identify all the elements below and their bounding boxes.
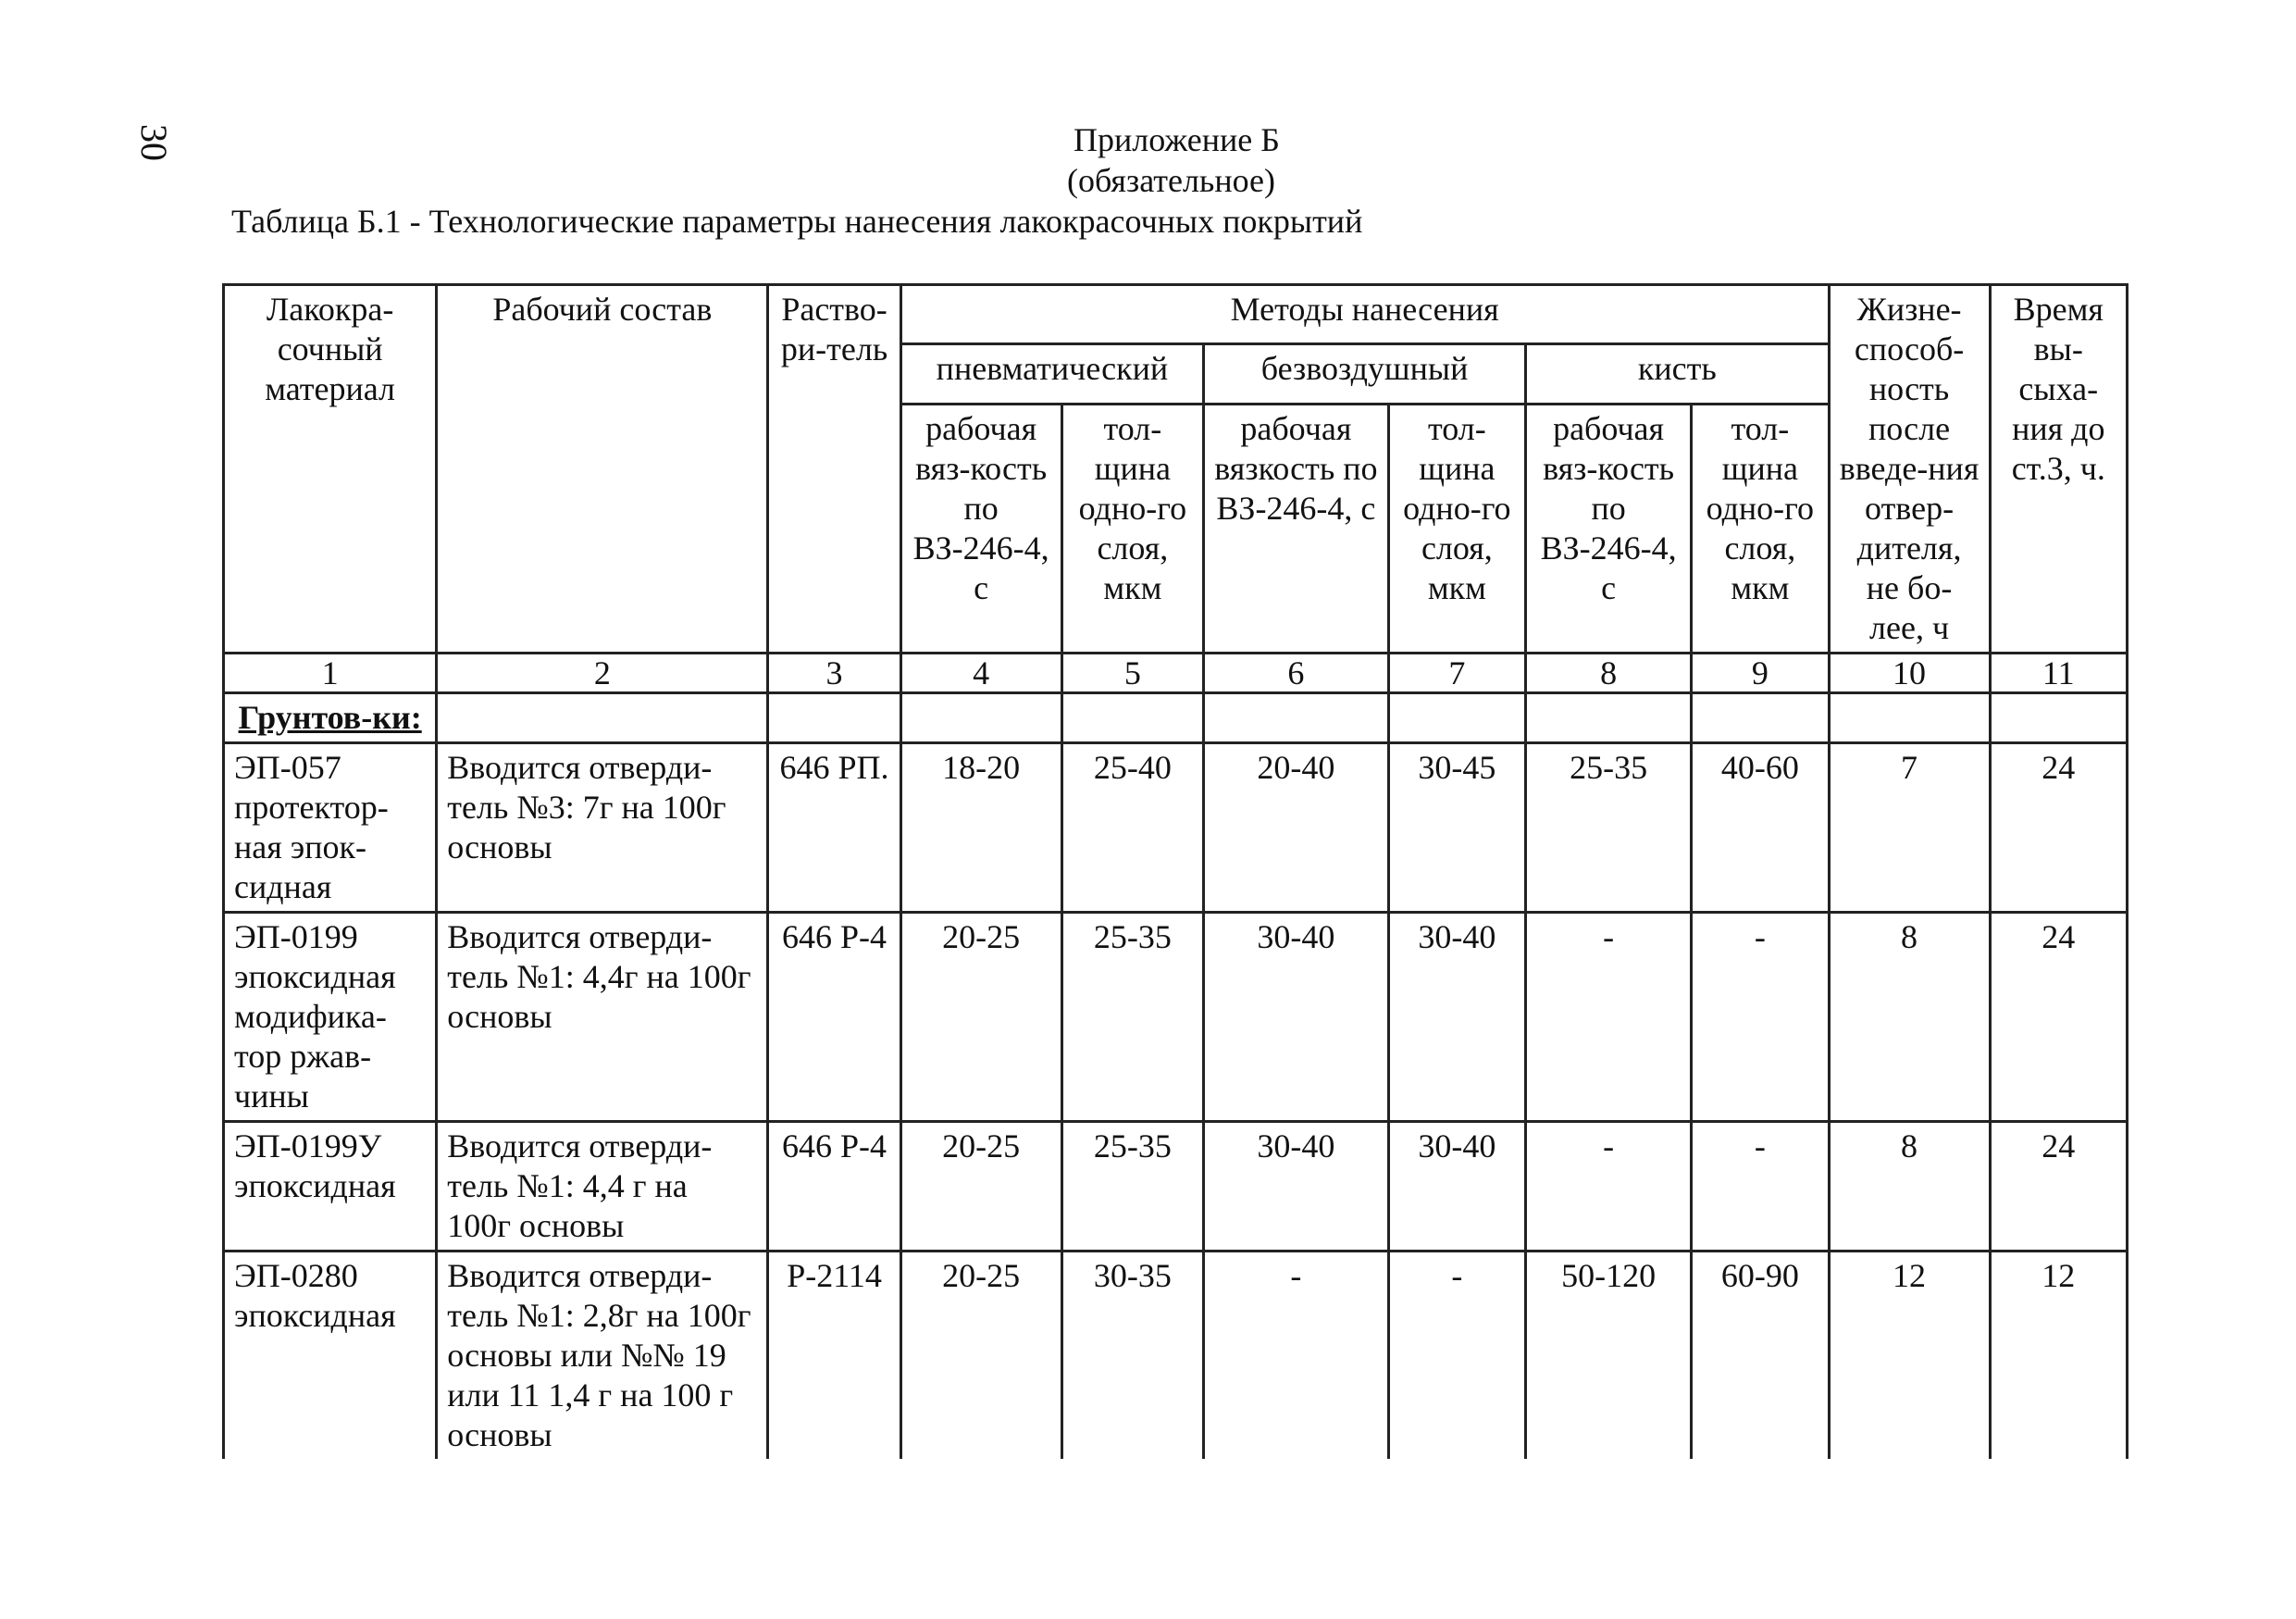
- header-brush: кисть: [1526, 344, 1830, 404]
- cell-drying-time: 24: [1990, 1122, 2127, 1252]
- header-row-1: [224, 285, 2128, 344]
- column-number: 11: [1990, 654, 2127, 693]
- cell-composition: Вводится отверди-тель №3: 7г на 100г основы: [437, 743, 768, 913]
- coating-parameters-table: [222, 283, 2128, 1459]
- section-title: Грунтов-ки:: [224, 693, 437, 743]
- empty-cell: [1526, 693, 1692, 743]
- cell-airless-viscosity: 30-40: [1204, 1122, 1389, 1252]
- table-row: [224, 743, 2128, 913]
- cell-airless-thickness: -: [1388, 1252, 1525, 1460]
- header-airless-thickness: тол-щина одно-го слоя, мкм: [1388, 404, 1525, 653]
- cell-brush-viscosity: 25-35: [1526, 743, 1692, 913]
- cell-brush-viscosity: 50-120: [1526, 1252, 1692, 1460]
- header-pneumatic-thickness: тол-щина одно-го слоя, мкм: [1061, 404, 1204, 653]
- empty-cell: [1990, 693, 2127, 743]
- column-number: 6: [1204, 654, 1389, 693]
- cell-airless-viscosity: 30-40: [1204, 913, 1389, 1122]
- table-body: [224, 693, 2128, 1460]
- header-pneumatic-viscosity: рабочая вяз-кость по ВЗ-246-4, с: [900, 404, 1061, 653]
- cell-pneumatic-thickness: 30-35: [1061, 1252, 1204, 1460]
- column-number: 5: [1061, 654, 1204, 693]
- cell-airless-thickness: 30-40: [1388, 1122, 1525, 1252]
- column-number: 7: [1388, 654, 1525, 693]
- table-caption: Таблица Б.1 - Технологические параметры нанесения лакокрасочных покрытий: [231, 203, 1363, 240]
- cell-brush-thickness: -: [1692, 913, 1829, 1122]
- header-drying-time: Время вы-сыха-ния до ст.3, ч.: [1990, 285, 2127, 654]
- cell-brush-thickness: 60-90: [1692, 1252, 1829, 1460]
- cell-pneumatic-thickness: 25-35: [1061, 1122, 1204, 1252]
- cell-solvent: 646 Р-4: [768, 913, 900, 1122]
- empty-cell: [437, 693, 768, 743]
- cell-material: ЭП-0280 эпоксидная: [224, 1252, 437, 1460]
- table-row: [224, 1252, 2128, 1460]
- empty-cell: [900, 693, 1061, 743]
- empty-cell: [768, 693, 900, 743]
- column-number: 4: [900, 654, 1061, 693]
- column-number: 1: [224, 654, 437, 693]
- cell-composition: Вводится отверди-тель №1: 4,4 г на 100г основы: [437, 1122, 768, 1252]
- column-number: 3: [768, 654, 900, 693]
- empty-cell: [1204, 693, 1389, 743]
- cell-composition: Вводится отверди-тель №1: 2,8г на 100г основы или №№ 19 или 11 1,4 г на 100 г основы: [437, 1252, 768, 1460]
- appendix-type: (обязательное): [1067, 162, 1275, 199]
- header-airless: безвоздушный: [1204, 344, 1526, 404]
- appendix-title: Приложение Б: [1074, 121, 1280, 158]
- column-numbers-row: [224, 654, 2128, 693]
- cell-brush-thickness: -: [1692, 1122, 1829, 1252]
- empty-cell: [1829, 693, 1990, 743]
- cell-composition: Вводится отверди-тель №1: 4,4г на 100г основы: [437, 913, 768, 1122]
- column-number: 8: [1526, 654, 1692, 693]
- header-material: Лакокра-сочный материал: [224, 285, 437, 654]
- header-airless-viscosity: рабочая вязкость по ВЗ-246-4, с: [1204, 404, 1389, 653]
- header-brush-thickness: тол-щина одно-го слоя, мкм: [1692, 404, 1829, 653]
- header-brush-viscosity: рабочая вяз-кость по ВЗ-246-4, с: [1526, 404, 1692, 653]
- cell-material: ЭП-0199У эпоксидная: [224, 1122, 437, 1252]
- cell-pot-life: 7: [1829, 743, 1990, 913]
- cell-pneumatic-viscosity: 18-20: [900, 743, 1061, 913]
- cell-solvent: 646 Р-4: [768, 1122, 900, 1252]
- cell-drying-time: 24: [1990, 743, 2127, 913]
- cell-solvent: 646 РП.: [768, 743, 900, 913]
- cell-pneumatic-viscosity: 20-25: [900, 1252, 1061, 1460]
- empty-cell: [1692, 693, 1829, 743]
- header-composition: Рабочий состав: [437, 285, 768, 654]
- cell-drying-time: 24: [1990, 913, 2127, 1122]
- cell-airless-viscosity: -: [1204, 1252, 1389, 1460]
- cell-brush-thickness: 40-60: [1692, 743, 1829, 913]
- cell-solvent: Р-2114: [768, 1252, 900, 1460]
- table-row: [224, 1122, 2128, 1252]
- header-solvent: Раство-ри-тель: [768, 285, 900, 654]
- cell-pot-life: 8: [1829, 1122, 1990, 1252]
- header-pneumatic: пневматический: [900, 344, 1203, 404]
- cell-brush-viscosity: -: [1526, 1122, 1692, 1252]
- column-number: 9: [1692, 654, 1829, 693]
- cell-material: ЭП-0199 эпоксидная модифика-тор ржав-чины: [224, 913, 437, 1122]
- cell-pneumatic-viscosity: 20-25: [900, 1122, 1061, 1252]
- cell-pot-life: 12: [1829, 1252, 1990, 1460]
- cell-brush-viscosity: -: [1526, 913, 1692, 1122]
- cell-drying-time: 12: [1990, 1252, 2127, 1460]
- cell-pneumatic-thickness: 25-35: [1061, 913, 1204, 1122]
- cell-material: ЭП-057 протектор-ная эпок-сидная: [224, 743, 437, 913]
- cell-airless-thickness: 30-45: [1388, 743, 1525, 913]
- cell-pneumatic-viscosity: 20-25: [900, 913, 1061, 1122]
- cell-pneumatic-thickness: 25-40: [1061, 743, 1204, 913]
- cell-airless-viscosity: 20-40: [1204, 743, 1389, 913]
- column-number: 2: [437, 654, 768, 693]
- page-number: 30: [133, 124, 175, 161]
- parameters-table-container: [222, 283, 2128, 1505]
- column-number: 10: [1829, 654, 1990, 693]
- table-row: [224, 913, 2128, 1122]
- empty-cell: [1061, 693, 1204, 743]
- section-row: [224, 693, 2128, 743]
- cell-pot-life: 8: [1829, 913, 1990, 1122]
- empty-cell: [1388, 693, 1525, 743]
- header-methods: Методы нанесения: [900, 285, 1829, 344]
- header-pot-life: Жизне-способ-ность после введе-ния отвер-дителя, не бо-лее, ч: [1829, 285, 1990, 654]
- cell-airless-thickness: 30-40: [1388, 913, 1525, 1122]
